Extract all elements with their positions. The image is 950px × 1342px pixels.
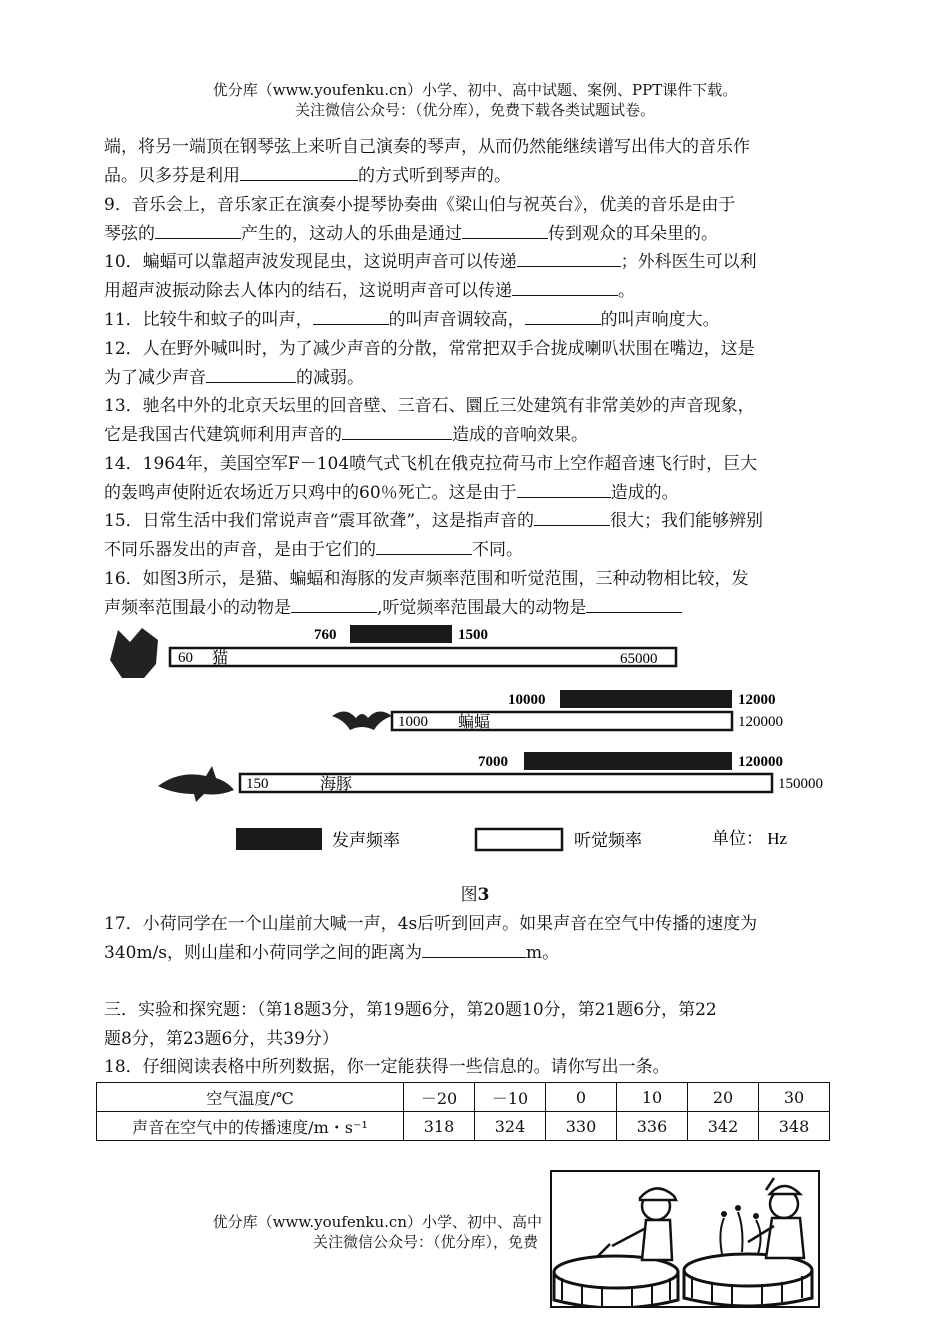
- cat-hear-high: 65000: [620, 651, 658, 667]
- cat-hear-bar: [170, 648, 676, 666]
- section-3-text: 三．实验和探究题：（第18题3分，第19题6分，第20题10分，第21题6分，第22: [104, 1000, 717, 1020]
- q11-text: 的叫声响度大。: [600, 310, 720, 330]
- bat-emit-bar: [560, 690, 732, 708]
- bat-emit-low: 10000: [508, 692, 546, 708]
- cat-emit-bar: [350, 625, 452, 643]
- table-header-cell: 空气温度/℃: [97, 1083, 404, 1112]
- cat-hear-low: 60: [178, 650, 193, 666]
- table-cell: 348: [759, 1112, 830, 1141]
- q16-text: ,听觉频率范围最大的动物是: [377, 598, 587, 618]
- q12-text: 的减弱。: [296, 368, 364, 388]
- q15-text: 很大；我们能够辨别: [610, 511, 764, 531]
- q10-text: 10．蝙蝠可以靠超声波发现昆虫，这说明声音可以传递: [104, 252, 517, 272]
- q9-text: 琴弦的: [104, 224, 155, 244]
- q10-text: 。: [618, 281, 635, 301]
- table-cell: 324: [475, 1112, 546, 1141]
- answer-blank[interactable]: [155, 220, 241, 239]
- cat-emit-low: 760: [314, 627, 337, 643]
- q10-text: ；外科医生可以利: [620, 252, 757, 272]
- q17-text: m。: [526, 943, 560, 963]
- question-12: [104, 335, 846, 393]
- q14-text: 造成的。: [610, 483, 679, 503]
- table-cell: 336: [617, 1112, 688, 1141]
- q15-text: 不同。: [472, 540, 523, 560]
- bat-icon: [332, 711, 392, 730]
- question-11: [104, 306, 846, 335]
- page-footer-line1: 优分库（www.youfenku.cn）小学、初中、高中: [212, 1213, 542, 1231]
- question-14: [104, 450, 846, 508]
- figure-caption: [0, 880, 950, 905]
- sound-speed-table: [96, 1082, 830, 1141]
- table-row: [97, 1083, 830, 1112]
- q13-text: 造成的音响效果。: [452, 425, 588, 445]
- page-footer-line2: 关注微信公众号：（优分库），免费: [312, 1233, 538, 1251]
- table-cell: 342: [688, 1112, 759, 1141]
- answer-blank[interactable]: [240, 162, 358, 181]
- caption-text: 图: [460, 885, 478, 905]
- answer-blank[interactable]: [422, 939, 526, 958]
- table-row: [97, 1112, 830, 1141]
- answer-blank[interactable]: [206, 364, 296, 383]
- dolphin-emit-low: 7000: [478, 754, 508, 770]
- q14-text: 的轰鸣声使附近农场近万只鸡中的60％死亡。这是由于: [104, 483, 517, 503]
- question-8: [104, 133, 846, 191]
- table-header-cell: 声音在空气中的传播速度/m・s⁻¹: [97, 1112, 404, 1141]
- q15-text: 不同乐器发出的声音，是由于它们的: [104, 540, 376, 560]
- q13-text: 它是我国古代建筑师利用声音的: [104, 425, 342, 445]
- q8-text: 端，将另一端顶在钢琴弦上来听自己演奏的琴声，从而仍然能继续谱写出伟大的音乐作: [104, 137, 750, 157]
- bat-label: 蝙蝠: [458, 714, 491, 731]
- answer-blank[interactable]: [517, 248, 621, 267]
- question-10: [104, 248, 846, 306]
- dolphin-hear-low: 150: [246, 776, 269, 792]
- question-13: [104, 392, 846, 450]
- unit-label: 单位： Hz: [712, 829, 788, 848]
- answer-blank[interactable]: [512, 277, 618, 296]
- drum-illustration: [550, 1170, 820, 1308]
- cat-icon: [110, 628, 158, 678]
- legend-emit-swatch: [236, 828, 322, 850]
- table-cell: －20: [404, 1083, 475, 1112]
- dolphin-label: 海豚: [320, 776, 353, 793]
- section-3-text: 题8分，第23题6分，共39分）: [104, 1029, 339, 1049]
- bat-hear-high: 120000: [738, 714, 783, 730]
- answer-blank[interactable]: [534, 507, 610, 526]
- question-18: 18．仔细阅读表格中所列数据，你一定能获得一些信息的。请你写出一条。: [104, 1057, 670, 1077]
- q9-text: 传到观众的耳朵里的。: [548, 224, 718, 244]
- answer-blank[interactable]: [313, 306, 389, 325]
- question-15: [104, 507, 846, 565]
- dolphin-emit-bar: [524, 752, 732, 770]
- legend-hear-swatch: [476, 829, 562, 850]
- answer-blank[interactable]: [525, 306, 601, 325]
- question-9: [104, 191, 846, 249]
- frequency-range-figure: [100, 620, 850, 860]
- question-17: [104, 910, 846, 968]
- table-cell: 10: [617, 1083, 688, 1112]
- q8-text: 品。贝多芬是利用: [104, 166, 240, 186]
- table-cell: 0: [546, 1083, 617, 1112]
- q17-text: 17．小荷同学在一个山崖前大喊一声，4s后听到回声。如果声音在空气中传播的速度为: [104, 914, 758, 934]
- answer-blank[interactable]: [586, 594, 682, 613]
- q11-text: 11．比较牛和蚊子的叫声，: [104, 310, 313, 330]
- q17-text: 340m/s，则山崖和小荷同学之间的距离为: [104, 943, 423, 963]
- q12-text: 为了减少声音: [104, 368, 206, 388]
- bat-hear-low: 1000: [398, 714, 428, 730]
- bat-hear-bar: [392, 712, 732, 730]
- q16-text: 16．如图3所示，是猫、蝙蝠和海豚的发声频率范围和听觉范围，三种动物相比较，发: [104, 569, 749, 589]
- q9-text: 产生的，这动人的乐曲是通过: [241, 224, 462, 244]
- q15-text: 15．日常生活中我们常说声音“震耳欲聋”，这是指声音的: [104, 511, 535, 531]
- q14-text: 14．1964年，美国空军F－104喷气式飞机在俄克拉荷马市上空作超音速飞行时，巨大: [104, 454, 758, 474]
- table-cell: 330: [546, 1112, 617, 1141]
- answer-blank[interactable]: [342, 421, 452, 440]
- bat-emit-high: 12000: [738, 692, 776, 708]
- drummers-image: [552, 1172, 818, 1306]
- q8-text: 的方式听到琴声的。: [358, 166, 511, 186]
- legend-emit-label: 发声频率: [332, 831, 400, 850]
- table-cell: 20: [688, 1083, 759, 1112]
- table-cell: 318: [404, 1112, 475, 1141]
- page-header-line1: 优分库（www.youfenku.cn）小学、初中、高中试题、案例、PPT课件下载。: [212, 81, 738, 99]
- q10-text: 用超声波振动除去人体内的结石，这说明声音可以传递: [104, 281, 512, 301]
- page-header-line2: 关注微信公众号：（优分库），免费下载各类试题试卷。: [294, 101, 655, 119]
- q16-text: 声频率范围最小的动物是: [104, 598, 291, 618]
- answer-blank[interactable]: [517, 479, 611, 498]
- dolphin-hear-high: 150000: [778, 776, 823, 792]
- dolphin-icon: [158, 766, 234, 802]
- answer-blank[interactable]: [376, 536, 472, 555]
- legend-hear-label: 听觉频率: [574, 831, 642, 850]
- cat-emit-high: 1500: [458, 627, 488, 643]
- answer-blank[interactable]: [291, 594, 377, 613]
- q9-text: 9．音乐会上，音乐家正在演奏小提琴协奏曲《梁山伯与祝英台》，优美的音乐是由于: [104, 195, 736, 215]
- caption-number: 3: [477, 885, 490, 905]
- section-3-heading: [104, 996, 846, 1054]
- question-16: [104, 565, 846, 623]
- q13-text: 13．驰名中外的北京天坛里的回音壁、三音石、圜丘三处建筑有非常美妙的声音现象，: [104, 396, 755, 416]
- cat-label: 猫: [212, 650, 229, 667]
- table-cell: 30: [759, 1083, 830, 1112]
- q11-text: 的叫声音调较高，: [388, 310, 525, 330]
- table-cell: －10: [475, 1083, 546, 1112]
- q12-text: 12．人在野外喊叫时，为了减少声音的分散，常常把双手合拢成喇叭状围在嘴边，这是: [104, 339, 755, 359]
- answer-blank[interactable]: [462, 220, 548, 239]
- dolphin-emit-high: 120000: [738, 754, 783, 770]
